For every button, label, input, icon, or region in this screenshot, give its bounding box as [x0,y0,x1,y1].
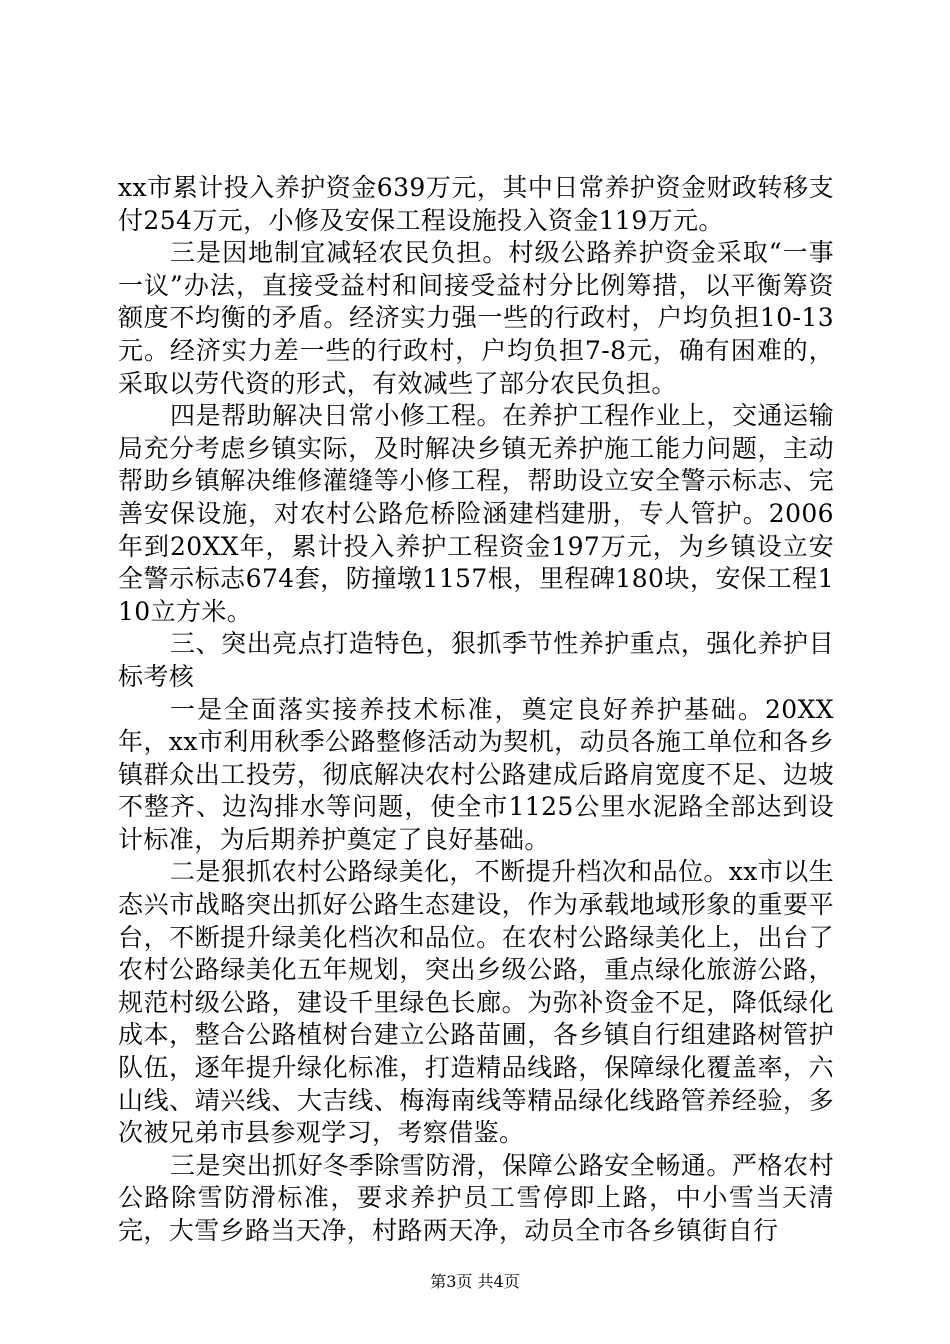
paragraph-7: 三是突出抓好冬季除雪防滑，保障公路安全畅通。严格农村公路除雪防滑标准，要求养护员工雪停即上路，中小雪当天清完，大雪乡路当天净，村路两天净，动员全市各乡镇街自行 [118,1150,834,1245]
paragraph-2: 三是因地制宜减轻农民负担。村级公路养护资金采取“一事一议”办法，直接受益村和间接受益村分比例筹措，以平衡筹资额度不均衡的矛盾。经济实力强一些的行政村，户均负担10-13元。经济实力差一些的行政村，户均负担7-8元，确有困难的，采取以劳代资的形式，有效减些了部分农民负担。 [118,238,834,398]
paragraph-6: 二是狠抓农村公路绿美化，不断提升档次和品位。xx市以生态兴市战略突出抓好公路生态建设，作为承载地域形象的重要平台，不断提升绿美化档次和品位。在农村公路绿美化上，出台了农村公路绿美化五年规划，突出乡级公路，重点绿化旅游公路，规范村级公路，建设千里绿色长廊。为弥补资金不足，降低绿化成本，整合公路植树台建立公路苗圃，各乡镇自行组建路树管护队伍，逐年提升绿化标准，打造精品线路，保障绿化覆盖率，六山线、靖兴线、大吉线、梅海南线等精品绿化线路管养经验，多次被兄弟市县参观学习，考察借鉴。 [118,857,835,1148]
document-body [118,172,834,1248]
paragraph-5: 一是全面落实接养技术标准，奠定良好养护基础。20XX年，xx市利用秋季公路整修活动为契机，动员各施工单位和各乡镇群众出工投劳，彻底解决农村公路建成后路肩宽度不足、边坡不整齐、边沟排水等问题，使全市1125公里水泥路全部达到设计标准，为后期养护奠定了良好基础。 [118,694,834,854]
section-heading: 三、突出亮点打造特色，狠抓季节性养护重点，强化养护目标考核 [118,629,834,691]
paragraph-3: 四是帮助解决日常小修工程。在养护工程作业上，交通运输局充分考虑乡镇实际，及时解决乡镇无养护施工能力问题，主动帮助乡镇解决维修灌缝等小修工程，帮助设立安全警示标志、完善安保设施，对农村公路危桥险涵建档建册，专人管护。2006年到20XX年，累计投入养护工程资金197万元，为乡镇设立安全警示标志674套，防撞墩1157根，里程碑180块，安保工程110立方米。 [118,401,834,626]
page-number-label: 第3页 共4页 [430,1272,520,1291]
page-footer [0,1272,950,1292]
paragraph-1: xx市累计投入养护资金639万元，其中日常养护资金财政转移支付254万元，小修及安保工程设施投入资金119万元。 [118,173,834,235]
